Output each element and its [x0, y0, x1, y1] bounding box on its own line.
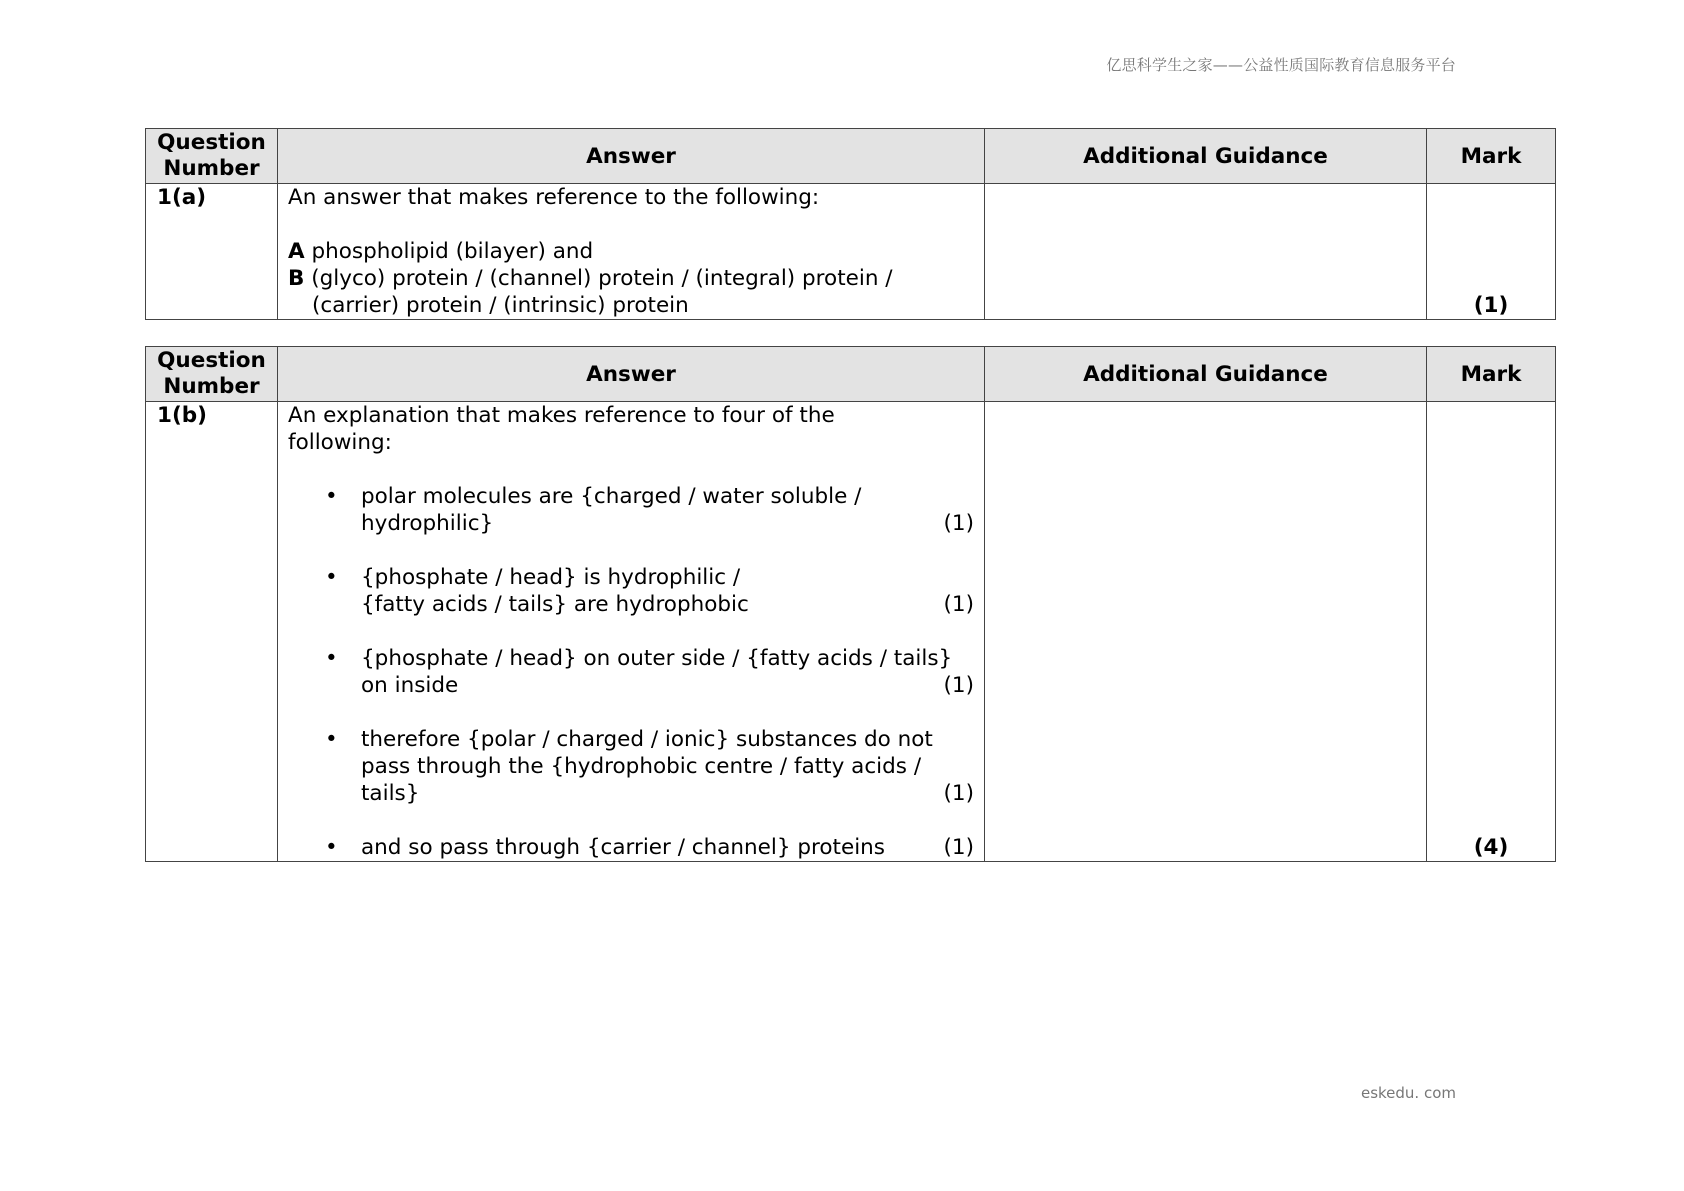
point-mark: (1) [943, 781, 974, 806]
question-number-header-line1: Question [157, 348, 266, 373]
label-a: A [288, 239, 305, 264]
question-number: 1(a) [146, 184, 278, 320]
mark-scheme-table-1a [145, 128, 1556, 320]
point-line: polar molecules are {charged / water soluble / [361, 484, 862, 509]
answer-line-b [288, 265, 974, 292]
guidance-header: Additional Guidance [985, 347, 1427, 402]
point-last-line [361, 510, 974, 537]
question-number-header-line2: Number [163, 374, 260, 399]
guidance-header: Additional Guidance [985, 129, 1427, 184]
mark-header: Mark [1427, 347, 1556, 402]
spacer [361, 618, 974, 645]
marking-points-list [288, 483, 974, 861]
marking-point [288, 564, 974, 645]
question-number-header [146, 129, 278, 184]
answer-intro-line1: An explanation that makes reference to four of the [288, 403, 835, 428]
point-last-line [361, 834, 974, 861]
point-line: pass through the {hydrophobic centre / fatty acids / [361, 754, 922, 779]
question-number-header-line2: Number [163, 156, 260, 181]
marking-point [288, 645, 974, 726]
answer-line-b-text: (glyco) protein / (channel) protein / (integral) protein / [304, 266, 893, 291]
table-row [146, 184, 1556, 320]
table-row [146, 402, 1556, 862]
point-line: {fatty acids / tails} are hydrophobic [361, 592, 749, 617]
point-line: and so pass through {carrier / channel} proteins [361, 835, 885, 860]
question-number-header-line1: Question [157, 130, 266, 155]
label-b: B [288, 266, 305, 291]
mark-header: Mark [1427, 129, 1556, 184]
marking-point [288, 726, 974, 834]
bullet-icon: • [325, 727, 338, 752]
answer-line-a-text: phospholipid (bilayer) and [304, 239, 594, 264]
point-last-line [361, 672, 974, 699]
answer-header: Answer [278, 129, 985, 184]
spacer [361, 807, 974, 834]
answer-intro: An answer that makes reference to the following: [288, 185, 820, 210]
guidance-cell [985, 402, 1427, 862]
answer-header: Answer [278, 347, 985, 402]
point-line: on inside [361, 673, 459, 698]
mark-value: (4) [1473, 835, 1509, 860]
table-header-row [146, 347, 1556, 402]
answer-cell [278, 402, 985, 862]
point-mark: (1) [943, 835, 974, 860]
mark-cell [1427, 184, 1556, 320]
spacer [288, 211, 974, 238]
point-line: hydrophilic} [361, 511, 494, 536]
header-note: 亿思科学生之家——公益性质国际教育信息服务平台 [1106, 56, 1456, 74]
point-mark: (1) [943, 511, 974, 536]
mark-value: (1) [1473, 293, 1509, 318]
point-last-line [361, 780, 974, 807]
question-number: 1(b) [146, 402, 278, 862]
point-mark: (1) [943, 673, 974, 698]
point-line: {phosphate / head} is hydrophilic / [361, 565, 741, 590]
table-header-row [146, 129, 1556, 184]
spacer [361, 537, 974, 564]
mark-scheme-table-1b [145, 346, 1556, 862]
bullet-icon: • [325, 484, 338, 509]
bullet-icon: • [325, 835, 338, 860]
guidance-cell [985, 184, 1427, 320]
spacer [288, 456, 974, 483]
point-line: therefore {polar / charged / ionic} substances do not [361, 727, 933, 752]
question-number-header [146, 347, 278, 402]
point-last-line [361, 591, 974, 618]
point-line: {phosphate / head} on outer side / {fatty acids / tails} [361, 646, 953, 671]
answer-line-b-continued: (carrier) protein / (intrinsic) protein [312, 293, 689, 318]
spacer [361, 699, 974, 726]
mark-cell [1427, 402, 1556, 862]
point-line: tails} [361, 781, 420, 806]
answer-line-a [288, 238, 974, 265]
answer-intro-line2: following: [288, 430, 392, 455]
footer-note: eskedu. com [1360, 1084, 1456, 1102]
bullet-icon: • [325, 565, 338, 590]
answer-cell [278, 184, 985, 320]
marking-point [288, 483, 974, 564]
point-mark: (1) [943, 592, 974, 617]
marking-point [288, 834, 974, 861]
bullet-icon: • [325, 646, 338, 671]
